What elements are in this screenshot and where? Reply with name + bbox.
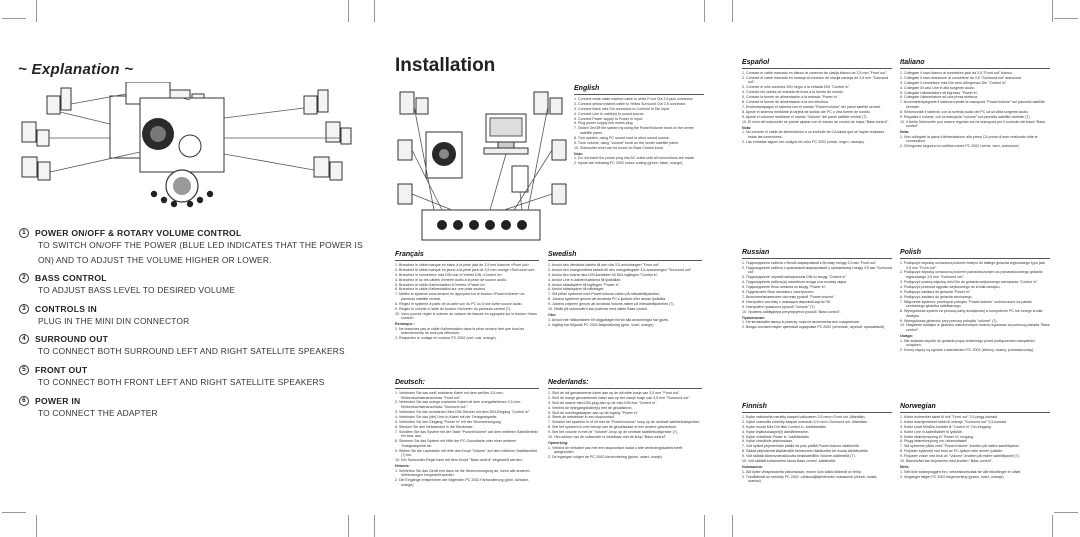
installation-title: Installation bbox=[395, 55, 496, 76]
explanation-item bbox=[19, 365, 365, 390]
step-item: 10. Уровень сабвуфера регулируется ручкой "Bass control". bbox=[742, 309, 841, 314]
crop-mark bbox=[348, 0, 349, 22]
step-item: 6. Kytke virtalähde pistorasiaan. bbox=[742, 439, 793, 444]
step-item: 8. Säädä järjestelmä käyttämällä tietokoneen äänikorttia tai muuta äänilähdettä. bbox=[742, 449, 869, 454]
step-item: 7. Slå systemet på/av med "Power/volume"-knotten på midtre satellittpanel. bbox=[900, 444, 1020, 449]
step-item: 2. Podłączyć wtyczkę oznaczoną kolorem pomarańczowym do pomarańczowego gniazda wyjściowego 3,5 mm "Surround out". bbox=[900, 270, 1043, 280]
lang-section-polish bbox=[900, 248, 1050, 398]
lang-section-italiano bbox=[900, 58, 1050, 238]
lang-heading: Russian bbox=[742, 248, 892, 259]
step-item: 5. Verbinden Sie den Eingang "Power in" mit der Stromversorgung. bbox=[395, 419, 502, 424]
step-item: 10. Voit säätää subwooferin tasoa Bass control -säätimellä. bbox=[742, 459, 837, 464]
step-item: 3. Kytke musta Mini Din-liitin Control in -tuloliitäntään. bbox=[742, 424, 827, 429]
step-item: 8. Réglez le système à partir de la carte son du PC ou d'une autre source audio. bbox=[395, 301, 523, 306]
step-item: 6. Anslut nätadaptern till nätuttaget. bbox=[548, 287, 605, 292]
crop-mark bbox=[348, 515, 349, 537]
step-item: 7. Slå på/av systemet med Power/volume-ratten på mittsatellitpanelen. bbox=[548, 292, 661, 297]
note-label: Uwaga: bbox=[900, 334, 913, 339]
lang-heading: Nederlands: bbox=[548, 378, 702, 389]
step-item: 9. Regolate il volume, con la manopola "volume" sul pannello satellite centrale (7). bbox=[900, 114, 1031, 119]
step-item: 4. Branchez le ou les câbles d'entrée audio à la prise de source audio. bbox=[395, 277, 507, 282]
step-item: 9. Voit säätää äänenvoimakkuutta keskisatelliitin Volume-säätimellä (7). bbox=[742, 454, 856, 459]
step-item: 5. Anslut nätadaptern till ingången "Power in". bbox=[548, 282, 621, 287]
step-item: 7. Schakel het systeem in of uit met de "Power/volume" knop op de centrale satellietluidspreker. bbox=[548, 420, 701, 425]
step-item: 8. Justera systemet genom att använda PC:s ljudkort eller annan ljudkälla. bbox=[548, 297, 667, 302]
explanation-text: TO SWITCH ON/OFF THE POWER (BLUE LED INDICATES THAT THE POWER IS ON) AND TO ADJUST THE VOLUME HIGHER OR LOWER. bbox=[38, 240, 363, 265]
note-item: 1. Non collegate la spina d'alimentazione alla presa CA prima di aver realizzato tutte le connessioni. bbox=[900, 134, 1038, 144]
explanation-heading: FRONT OUT bbox=[35, 364, 88, 375]
note-item: 1. Älä kytke virtapistoketta pistorasiaan, ennen kuin kaikki liitännät on tehty. bbox=[742, 469, 862, 474]
step-item: 10. Il livello Subwoofer può essere regolato con la manopola per il controllo dei bassi "Bass control". bbox=[900, 119, 1045, 129]
step-item: 3. Verbinden Sie den schwarzen Mini-DIN-Stecker mit dem DIN-Eingang "Control in". bbox=[395, 409, 531, 414]
step-item: 7. Mettez le système sous tension en appuyant sur le bouton «Power/volume» du panneau satellite central. bbox=[395, 292, 525, 301]
step-item: 6. Branchez le câble d'alimentation sur une prise secteur. bbox=[395, 287, 486, 292]
step-item: 7. Включите/выключите систему ручкой "Power/volume". bbox=[742, 294, 836, 299]
explanation-heading: POWER ON/OFF & ROTARY VOLUME CONTROL bbox=[35, 228, 242, 238]
note-label: Huomautus: bbox=[742, 465, 763, 470]
note-item: 1. Do not insert the power plug into AC outlet until all connections are made. bbox=[574, 156, 695, 161]
lang-section-nederlands bbox=[548, 378, 702, 512]
step-item: 5. Sluit de voedingsadapter aan op de ingang "Power in". bbox=[548, 410, 639, 415]
step-item: 10. Nivån på subwoofern kan justeras med ratten Bass control. bbox=[548, 307, 649, 312]
lang-section-russian bbox=[742, 248, 892, 398]
lang-section-swedish bbox=[548, 250, 702, 374]
note-label: Note: bbox=[574, 151, 584, 156]
step-item: 1. Sluit de wit gemarkeerde kabel aan op de wit witte busje van 3,5 mm "Front out". bbox=[548, 391, 681, 395]
step-item: 3. Подсоедините черный миниразъем DIN ко входу "Control in". bbox=[742, 275, 848, 280]
step-item: 7. Switch On/Off the system by using the Power/Volume knob on the center satellite panel. bbox=[574, 126, 694, 135]
note-label: Obs: bbox=[548, 313, 557, 318]
step-item: 3. Koble svart MiniDin-kontakt til "Control in" Din-inngang. bbox=[900, 424, 992, 429]
step-item: 2. Kytke oranssilla merkitty kaapeli oranssiin 3,5 mm:n Surround out -liitäntään. bbox=[742, 419, 868, 424]
note-item: 2. Innganger følger PC 2002 fargemerking (grønn, svart, oransje) bbox=[900, 474, 1004, 479]
step-item: 9. Finjuster volum ved bruk av "Volume"-knotten på midtre satellittpanel (7). bbox=[900, 454, 1020, 459]
step-item: 6. Steek de netstekker in een stopcontact. bbox=[548, 415, 615, 420]
step-item: 10. Bassnivået kan finjusteres med knotten "Bass control". bbox=[900, 459, 993, 464]
note-item: 1. Ne branchez pas le câble d'alimentation dans la prise secteur tant que tous les branchements ne sont pas effectués. bbox=[395, 326, 525, 336]
step-item: 7. Włączenie systemu: przekręcić pokrętło "Power/volume" umieszczone na panelu centralnego głośnika satelitarnego. bbox=[900, 299, 1033, 309]
explanation-item bbox=[19, 304, 365, 329]
lang-section-norwegian bbox=[900, 402, 1050, 512]
explanation-heading: SURROUND OUT bbox=[35, 334, 109, 345]
crop-mark bbox=[1054, 512, 1078, 513]
crop-mark bbox=[374, 515, 375, 537]
lang-heading: Español bbox=[742, 58, 892, 69]
lang-heading: Swedish bbox=[548, 250, 702, 261]
step-item: 10. Natężenie dźwięku w głośniku niskotonowym można regulować za pomocą pokrętła "Bass control". bbox=[900, 323, 1050, 332]
explanation-text: PLUG IN THE MINI DIN CONNECTOR bbox=[38, 315, 190, 326]
step-item: 1. Anslut den vitmärkta kabeln till den vita 3,5-anslutningen "Front out". bbox=[548, 263, 661, 267]
explanation-text: TO CONNECT THE ADAPTER bbox=[38, 407, 158, 418]
step-item: 4. Anslut Line in-kabeln/kablarna till ljudkällan. bbox=[548, 277, 622, 282]
note-item: 2. Die Eingänge entsprechen der folgenden PC 2002 Farbcodierung (grün, schwarz, orange). bbox=[395, 478, 530, 487]
crop-mark bbox=[704, 515, 705, 537]
crop-mark bbox=[374, 0, 375, 22]
note-item: 1. Anslut inte nätkontakten till vägguttaget förrän alla anslutningar har gjorts. bbox=[548, 317, 669, 322]
installation-diagram bbox=[394, 84, 570, 246]
note-item: 2. Las entradas siguen los códigos de color PC 2002 (verde, negro, naranja). bbox=[742, 139, 865, 144]
lang-heading: Français bbox=[395, 250, 539, 261]
crop-mark bbox=[1052, 0, 1053, 22]
step-item: 5. Podłączyć zasilacz do gniazda "Power in". bbox=[900, 289, 972, 294]
step-item: 1. Kytke valkoisella merkitty kaapeli valkoiseen 3,5 mm:n Front out -liitäntään. bbox=[742, 415, 866, 419]
explanation-heading: CONTROLS IN bbox=[35, 303, 97, 314]
step-item: 10. Het volume van de subwoofer is instelbaar met de knop "Bass control". bbox=[548, 435, 667, 440]
step-item: 10. Der Subwoofer-Pegel kann mit dem Knopf "Bass control" eingestellt werden. bbox=[395, 457, 523, 462]
step-item: 2. Verbinden Sie das orange markierte Kabel mit dem orangefarbenen 3,5-mm-Klinkenbuchsenanschluss "Surround out". bbox=[395, 400, 522, 410]
number-badge: 3 bbox=[19, 304, 29, 314]
step-item: 6. Подключите блок питания к электросети. bbox=[742, 290, 815, 295]
step-item: 4. Connect Line In cable(s) to sound source. bbox=[574, 111, 645, 116]
lang-section-deutsch bbox=[395, 378, 539, 512]
step-item: 4. Verbind de lijningangskabel(s) met de geluidsbron. bbox=[548, 405, 633, 410]
explanation-text: TO ADJUST BASS LEVEL TO DESIRED VOLUME bbox=[38, 285, 236, 296]
step-item: 4. Koble Line in-kabel/kabler til lydkilde. bbox=[900, 429, 963, 434]
step-item: 4. Conecte los cables de entrada de línea a la fuente de sonido. bbox=[742, 90, 844, 95]
explanation-text: TO CONNECT BOTH SURROUND LEFT AND RIGHT SATELLITE SPEAKERS bbox=[38, 346, 345, 357]
step-item: 3. Anslut den svarta mini-DIN-kontakten till DIN-ingången "Control in". bbox=[548, 272, 659, 277]
number-badge: 2 bbox=[19, 273, 29, 283]
note-item: 2. De ingangen volgen de PC 2002-kleurcodering (groen, zwart, oranje). bbox=[548, 455, 663, 460]
step-item: 1. Подсоедините кабель с белой маркировкой к белому гнезду 3,5 мм "Front out". bbox=[742, 261, 878, 265]
step-item: 3. Conecte el mini conector DIN negro a la entrada DIN "Control in". bbox=[742, 85, 851, 90]
lang-heading: English bbox=[574, 84, 704, 95]
step-item: 5. Koble strømforsyning til "Power in"-inngang. bbox=[900, 434, 975, 439]
note-item: 1. No conecte el cable de alimentación a un enchufe de CA hasta que se hayan realizado todas las conexiones. bbox=[742, 130, 885, 139]
note-label: Opmerking: bbox=[548, 441, 569, 446]
note-item: 1. Sett ikke strømpluggen inn i vekselstrømuttak før alle tilkoblinger er utført. bbox=[900, 469, 1022, 474]
step-item: 7. Voit kytkeä järjestelmän päälle tai pois päältä Power/volume-säätimellä. bbox=[742, 444, 860, 449]
step-item: 7. Schalten Sie das System mit der Taste "Power/Volume" auf dem mittleren Satellitenfeld ein bzw. aus. bbox=[395, 429, 538, 439]
explanation-list bbox=[19, 228, 365, 426]
step-item: 9. Stel het volume in met de "Volume"-knop op de centrale satellietluidspreker (7). bbox=[548, 430, 678, 435]
step-item: 1. Koble hvitmerket kabel til hvit "Front out" 3,5 plugg-kontakt. bbox=[900, 415, 999, 419]
step-item: 5. Подсоедините блок питания ко входу "Power in". bbox=[742, 285, 827, 290]
step-item: 8. Настройте систему с помощью звуковой карты ПК. bbox=[742, 299, 832, 304]
step-item: 10. El nivel del subwoofer se puede ajustar con el mando de control de bajos "Bass control". bbox=[742, 119, 889, 124]
step-item: 9. Ajuste el volumen mediante el mando "Volume" del panel satélite central (7). bbox=[742, 114, 868, 119]
step-item: 10. Vous pouvez régler le volume du caisson de basses en appuyant sur le bouton «bass control». bbox=[395, 311, 537, 321]
step-item: 2. Branchez le câble marqué en jaune à la prise jack de 3,5 mm orange «Surround out». bbox=[395, 267, 536, 272]
step-item: 5. Collegate l'alimentatore all'ingresso "Power in". bbox=[900, 90, 979, 95]
crop-mark bbox=[704, 0, 705, 22]
note-label: Hinweis: bbox=[395, 464, 410, 469]
step-item: 1. Conecte el cable marcado en blanco al conector de clavija blanco de 3,5 mm "Front out". bbox=[742, 71, 888, 75]
crop-mark bbox=[2, 512, 26, 513]
step-item: 6. Plug power supply into mains plug. bbox=[574, 121, 634, 126]
lang-section-espanol bbox=[742, 58, 892, 238]
note-item: 2. Входы соответствуют цветовой кодировке PC 2002 (зеленый, черный, оранжевый). bbox=[742, 325, 886, 330]
explanation-item bbox=[19, 334, 365, 359]
crop-mark bbox=[732, 515, 733, 537]
note-item: 1. Не вставляйте вилку в розетку, пока не выполнены все соединения. bbox=[742, 320, 860, 325]
step-item: 8. Wyregulować system za pomocą karty dźwiękowej w komputerze PC lub innego źródła dźwięku. bbox=[900, 309, 1043, 318]
step-item: 2. Koble oransjemerket kabel til oransje "Surround out" 3,5-kontakt. bbox=[900, 419, 1008, 424]
lang-section-english bbox=[574, 84, 704, 246]
explanation-title: ~ Explanation ~ bbox=[18, 61, 134, 78]
crop-mark bbox=[2, 18, 26, 19]
step-item: 10. Subwoofer level can be tuned on Bass Control knob. bbox=[574, 145, 664, 150]
note-item: 2. Respectez le codage en couleur PC 2002 (vert, noir, orange). bbox=[395, 336, 497, 341]
step-item: 8. Sintonizzate il sistema, con la scheda audio del PC od un'altra sorgente audio. bbox=[900, 109, 1029, 114]
step-item: 8. Stimmen Sie das System mit Hilfe der PC-Soundkarte oder einer anderen Tonsignalquelle ab. bbox=[395, 439, 517, 448]
step-item: 3. Branchez le connecteur mini DIN noir à l'entrée DIN «Control in». bbox=[395, 272, 503, 277]
step-item: 7. Encienda/apague el sistema con el mando "Power/volume" del panel satélite central. bbox=[742, 104, 881, 109]
lang-heading: Polish bbox=[900, 248, 1050, 259]
step-item: 8. Ajuste el sistema mediante la tarjeta de sonido del PC u otra fuente de sonido. bbox=[742, 109, 871, 114]
step-item: 1. Connect white cable marked cable to white Front Out 3.5 jack connector. bbox=[574, 97, 694, 101]
step-item: 2. Collegate il cavo arancione al connettore da 3,5 "Surround out" arancione. bbox=[900, 75, 1023, 80]
crop-mark bbox=[1054, 18, 1078, 19]
note-item: 2. Ingång har följande PC 2002-färgmärkning (grön, svart, orange) bbox=[548, 322, 654, 327]
lang-heading: Finnish bbox=[742, 402, 892, 413]
step-item: 7. Accendete/spegnete il sistema tramite la manopola "Power/volume" sul pannello satellite centrale. bbox=[900, 100, 1045, 109]
crop-mark bbox=[36, 0, 37, 22]
step-item: 2. Conecte el cable marcado en naranja al conector de clavija naranja de 3,5 mm "Surround out". bbox=[742, 75, 889, 85]
step-item: 9. Réglez le volume à l'aide du bouton «Volume» du panneau central (7). bbox=[395, 306, 511, 311]
crop-mark bbox=[1052, 515, 1053, 537]
note-label: Nota: bbox=[900, 130, 910, 135]
lang-heading: Italiano bbox=[900, 58, 1050, 69]
note-label: Remarque : bbox=[395, 322, 415, 327]
lang-heading: Norwegian bbox=[900, 402, 1050, 413]
step-item: 2. Connect yellow marked cable to Yellow Surround Out 3.5 connector. bbox=[574, 101, 687, 106]
step-item: 8. Stel het systeem in met behulp van de geluidskaart of een andere geluidsbron. bbox=[548, 425, 678, 430]
note-item: 2. Gli ingressi seguono la codifica colore PC 2002 (verde, nero, arancione) bbox=[900, 144, 1019, 149]
explanation-text: TO CONNECT BOTH FRONT LEFT AND RIGHT SATELLITE SPEAKERS bbox=[38, 376, 325, 387]
note-label: Nota: bbox=[742, 125, 752, 130]
step-item: 3. Sluit de zwarte mini-DIN-plug aan op de mini-DIN-bus "Control in". bbox=[548, 400, 658, 405]
step-item: 6. Podłączyć zasilacz do gniazda sieciowego. bbox=[900, 294, 973, 299]
note-item: 1. Nie wkładać wtyczki do gniazda prądu zmiennego przed podłączeniem wszystkich urządzeń. bbox=[900, 338, 1035, 348]
step-item: 9. Justera volymen genom att använda Volume-ratten på mittsatellitpanelen (7). bbox=[548, 302, 675, 307]
step-item: 3. Connect black mini Din connector to Controls In Din input. bbox=[574, 106, 671, 111]
crop-mark bbox=[732, 0, 733, 22]
note-item: 2. Kolory złączy są zgodne z standardem PC 2002 (zielony, czarny, pomarańczowy). bbox=[900, 348, 1035, 353]
number-badge: 5 bbox=[19, 365, 29, 375]
step-item: 9. Tune volume, using "volume" knob on the center satellite panel. bbox=[574, 140, 680, 145]
step-item: 6. Plugg strømforsyning inn i strømuttaket. bbox=[900, 439, 968, 444]
note-item: 1. Verbind de netkabel pas met een stopcontact nadat u alle verbindingskabels heeft aangesloten. bbox=[548, 445, 683, 455]
note-item: 2. Tuloliitännät on merkitty PC 2002 -värikoodijärjestelmän mukaisesti (vihreä, musta, oranssi). bbox=[742, 474, 878, 484]
note-label: Merk: bbox=[900, 465, 910, 470]
step-item: 3. Collegate il connettore mini Din nero all'ingresso Din "Control in". bbox=[900, 80, 1008, 85]
step-item: 8. Turn system, using PC sound card or other sound source. bbox=[574, 135, 670, 140]
explanation-item bbox=[19, 273, 365, 298]
step-item: 1. Branchez le câble marqué en blanc à la prise jack de 3,5 mm blanche «Front out». bbox=[395, 263, 531, 267]
number-badge: 4 bbox=[19, 334, 29, 344]
step-item: 2. Anslut den orangemärkta kabeln till den orangefärgade 3,5-anslutningen "Surround out". bbox=[548, 267, 693, 272]
lang-section-francais bbox=[395, 250, 539, 374]
step-item: 6. Stecken Sie den Netzstecker in die Steckdose. bbox=[395, 424, 474, 429]
step-item: 6. Collegate l'alimentatore ad una presa elettrica. bbox=[900, 95, 978, 100]
number-badge: 1 bbox=[19, 228, 29, 238]
step-item: 6. Conecte la fuente de alimentación a la red eléctrica. bbox=[742, 100, 829, 105]
step-item: 4. Podłączyć przewód sygnału wejściowego do źródła dźwięku. bbox=[900, 284, 1001, 289]
step-item: 2. Подсоедините кабель с оранжевой маркировкой к оранжевому гнезду 3,5 мм "Surround out". bbox=[742, 265, 892, 275]
step-item: 4. Collegate il/i cavi Line in alla sorgente audio. bbox=[900, 85, 975, 90]
lang-heading: Deutsch: bbox=[395, 378, 539, 389]
explanation-heading: BASS CONTROL bbox=[35, 273, 107, 284]
lang-section-finnish bbox=[742, 402, 892, 512]
step-item: 4. Kytke linjatulokaapeli(t) äänilähteeseen. bbox=[742, 429, 810, 434]
step-item: 9. Настройте громкость ручкой "Volume" (7). bbox=[742, 304, 816, 309]
step-item: 5. Connect Power supply to Power In input. bbox=[574, 116, 643, 121]
step-item: 5. Branchez le câble d'alimentation à l'entrée «Power in». bbox=[395, 282, 487, 287]
step-item: 9. Stellen Sie die Lautstärke mit Hilfe des Knopf "Volume" auf dem mittleren Satellitenfeld (7) ein. bbox=[395, 448, 537, 458]
step-item: 9. Wyregulować głośność przy pomocy pokrętła "volume" (7). bbox=[900, 318, 998, 323]
crop-mark bbox=[36, 515, 37, 537]
step-item: 5. Kytke virtalähde Power in -tuloliitäntään. bbox=[742, 434, 810, 439]
step-item: 4. Verbinden Sie das (die) Line-In-Kabel mit der Tonsignalquelle. bbox=[395, 414, 498, 419]
step-item: 2. Sluit de oranje gemarkeerde kabel aan op het oranje busje van 3,5 mm "Surround out". bbox=[548, 395, 691, 400]
step-item: 8. Finjuster systemet ved bruk av PC-lydkort eller annen lydkilde. bbox=[900, 449, 1004, 454]
note-item: 2. Inputs are following PC 2002 colour coding (green, black, orange) bbox=[574, 161, 683, 166]
speaker-system-illustration bbox=[14, 82, 356, 222]
explanation-item bbox=[19, 396, 365, 421]
step-item: 4. Подсоедините кабель(и) линейного входа к источнику звука. bbox=[742, 280, 848, 285]
number-badge: 6 bbox=[19, 396, 29, 406]
explanation-heading: POWER IN bbox=[35, 395, 81, 406]
step-item: 1. Collegate il cavo bianco al connettore jack da 3,5 "Front out" bianco. bbox=[900, 71, 1013, 75]
explanation-item bbox=[19, 228, 365, 267]
step-item: 5. Conecte la fuente de alimentación a la entrada "Power in". bbox=[742, 95, 839, 100]
step-item: 1. Podłączyć wtyczkę oznaczoną kolorem białym do białego gniazda wyjściowego typu jack 3,5 mm "Front out". bbox=[900, 261, 1046, 270]
note-item: 1. Schließen Sie das Gerät erst dann an die Stromversorgung an, wenn alle anderen Verbindungen hergestellt wurden. bbox=[395, 468, 530, 478]
note-label: Примечание: bbox=[742, 315, 766, 320]
step-item: 3. Podłączyć czarną wtyczkę mini Din do gniazda wejściowego sterowania "Control in". bbox=[900, 279, 1039, 284]
step-item: 1. Verbinden Sie das weiß markierte Kabel mit dem weißen 3,5-mm-Klinkenbuchsenanschluss "Front out". bbox=[395, 391, 504, 400]
